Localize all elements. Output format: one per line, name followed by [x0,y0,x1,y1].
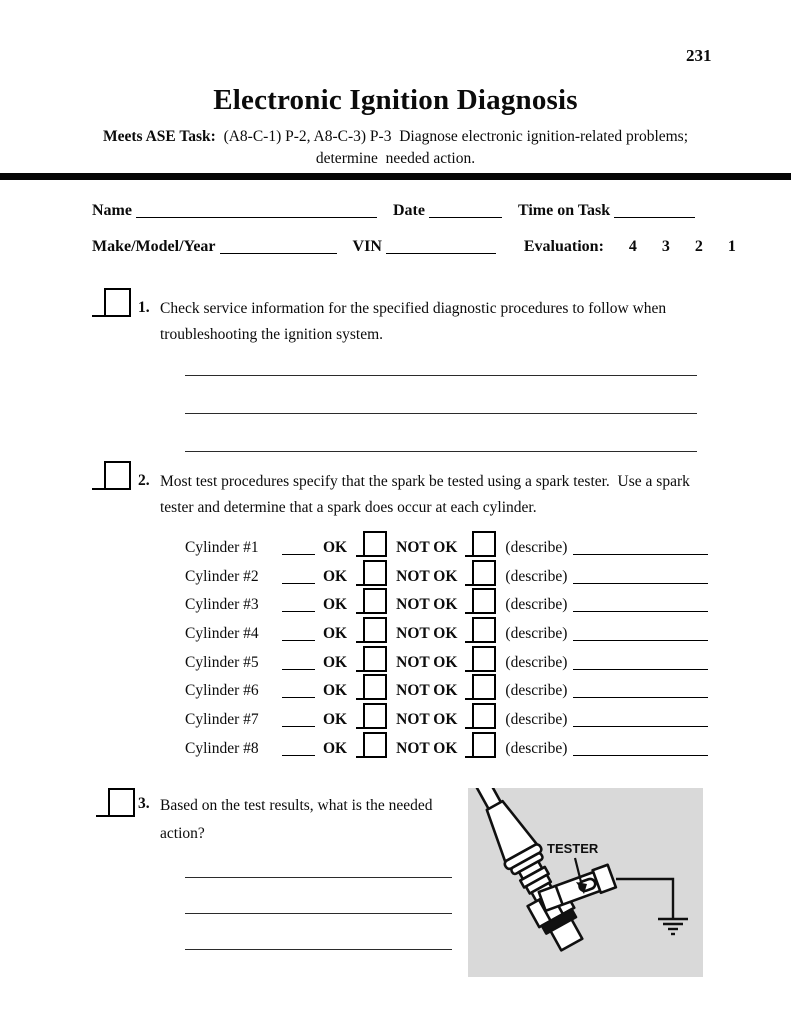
task1-answer-line-3[interactable] [185,451,697,452]
not-ok-label: NOT OK [396,682,458,700]
ok-label: OK [323,682,348,700]
describe-blank-line[interactable] [573,627,708,641]
cylinder-row-4 [185,617,708,646]
not-ok-checkbox[interactable] [465,703,496,729]
ok-checkbox[interactable] [356,732,387,758]
cylinder-row-8 [185,732,708,761]
not-ok-label: NOT OK [396,739,458,757]
cylinder-value-blank[interactable] [282,684,315,698]
describe-label: (describe) [505,739,568,757]
evaluation-score-1[interactable]: 1 [727,238,736,255]
describe-blank-line[interactable] [573,570,708,584]
time-on-task-blank-line[interactable] [614,204,695,218]
ase-task-line [0,128,791,146]
ok-checkbox[interactable] [356,560,387,586]
cylinder-label: Cylinder #7 [185,711,259,729]
cylinder-value-blank[interactable] [282,713,315,727]
not-ok-checkbox[interactable] [465,674,496,700]
ok-checkbox[interactable] [356,674,387,700]
cylinder-label: Cylinder #4 [185,625,259,643]
cylinder-label: Cylinder #3 [185,596,259,614]
task2-text [160,469,690,521]
checkbox-square [104,461,131,490]
task3-answer-line-1[interactable] [185,877,452,878]
not-ok-label: NOT OK [396,596,458,614]
name-label: Name [92,202,132,219]
evaluation-score-4[interactable]: 4 [628,238,637,255]
describe-blank-line[interactable] [573,742,708,756]
info-row-1 [92,202,695,220]
tester-label: TESTER [547,841,599,856]
not-ok-checkbox[interactable] [465,732,496,758]
evaluation-score-2[interactable]: 2 [694,238,703,255]
checkbox-square [363,732,387,758]
ok-label: OK [323,739,348,757]
ase-task-label: Meets ASE Task: [102,128,216,145]
task1-answer-line-1[interactable] [185,375,697,376]
checkbox-square [472,617,496,643]
spark-tester-figure [468,788,703,977]
evaluation-score-3[interactable]: 3 [661,238,670,255]
ok-label: OK [323,625,348,643]
task1-number: 1. [138,299,150,316]
cylinder-value-blank[interactable] [282,627,315,641]
cylinder-test-table [185,531,708,761]
describe-blank-line[interactable] [573,713,708,727]
cylinder-value-blank[interactable] [282,742,315,756]
describe-label: (describe) [505,711,568,729]
cylinder-value-blank[interactable] [282,656,315,670]
task2-text-line2: tester and determine that a spark does occur at each cylinder. [160,499,537,516]
task2-text-line1: Most test procedures specify that the spark be tested using a spark tester. Use a spark [160,473,690,490]
ok-checkbox[interactable] [356,617,387,643]
checkbox-square [472,674,496,700]
not-ok-label: NOT OK [396,567,458,585]
task3-text-line2: action? [160,825,205,842]
ase-task-line-2: determine needed action. [315,150,476,167]
ok-label: OK [323,711,348,729]
describe-blank-line[interactable] [573,684,708,698]
info-row-2 [92,238,736,256]
checkbox-square [472,703,496,729]
cylinder-label: Cylinder #2 [185,567,259,585]
ok-checkbox[interactable] [356,588,387,614]
not-ok-label: NOT OK [396,539,458,556]
cylinder-label: Cylinder #6 [185,682,259,700]
date-label: Date [392,202,425,219]
ase-task-text: (A8-C-1) P-2, A8-C-3) P-3 Diagnose electronic ignition-related problems; [215,128,689,145]
describe-label: (describe) [505,567,568,585]
cylinder-value-blank[interactable] [282,570,315,584]
task1-text-line1: Check service information for the specified diagnostic procedures to follow when [160,300,667,317]
page-title: Electronic Ignition Diagnosis [213,84,578,116]
cylinder-value-blank[interactable] [282,541,315,555]
evaluation-label: Evaluation: [523,238,604,255]
checkbox-square [108,788,135,817]
page-number: 231 [686,46,712,65]
checkbox-square [104,288,131,317]
checkbox-square [363,703,387,729]
describe-label: (describe) [505,596,568,614]
task3-checkbox[interactable] [96,789,135,817]
checkbox-square [472,732,496,758]
not-ok-label: NOT OK [396,711,458,729]
checkbox-square [472,531,496,557]
describe-label: (describe) [505,539,568,556]
task3-answer-line-3[interactable] [185,949,452,950]
checkbox-square [363,617,387,643]
checkbox-square [472,646,496,672]
checkbox-square [363,674,387,700]
not-ok-checkbox[interactable] [465,560,496,586]
not-ok-checkbox[interactable] [465,588,496,614]
not-ok-label: NOT OK [396,653,458,671]
not-ok-checkbox[interactable] [465,617,496,643]
cylinder-row-2 [185,560,708,589]
describe-label: (describe) [505,682,568,700]
cylinder-label: Cylinder #1 [185,539,259,556]
cylinder-label: Cylinder #8 [185,739,259,757]
divider-rule [0,173,791,180]
ok-checkbox[interactable] [356,646,387,672]
describe-blank-line[interactable] [573,598,708,612]
spark-plug-illustration [468,788,703,977]
ok-label: OK [323,653,348,671]
date-blank-line[interactable] [429,204,502,218]
task1-text-line2: troubleshooting the ignition system. [160,326,384,343]
describe-blank-line[interactable] [573,656,708,670]
name-blank-line[interactable] [136,204,377,218]
make-model-year-blank-line[interactable] [220,240,337,254]
task3-number: 3. [138,795,150,812]
task1-text [160,296,666,348]
cylinder-label: Cylinder #5 [185,653,259,671]
checkbox-square [472,588,496,614]
cylinder-row-5 [185,646,708,675]
task1-answer-line-2[interactable] [185,413,697,414]
task2-checkbox[interactable] [92,462,131,490]
time-on-task-label: Time on Task [517,202,611,219]
checkbox-square [363,531,387,557]
cylinder-row-6 [185,674,708,703]
ok-label: OK [323,596,348,614]
checkbox-square [363,560,387,586]
not-ok-checkbox[interactable] [465,646,496,672]
vin-blank-line[interactable] [386,240,496,254]
describe-label: (describe) [505,653,568,671]
describe-blank-line[interactable] [573,541,708,555]
task3-answer-line-2[interactable] [185,913,452,914]
task1-checkbox[interactable] [92,289,131,317]
not-ok-label: NOT OK [396,625,458,643]
ok-checkbox[interactable] [356,703,387,729]
describe-label: (describe) [505,625,568,643]
cylinder-row-7 [185,703,708,732]
ok-checkbox[interactable] [356,531,387,557]
checkbox-square [363,646,387,672]
cylinder-row-1 [185,531,708,560]
ok-label: OK [323,567,348,585]
not-ok-checkbox[interactable] [465,531,496,557]
checkbox-square [472,560,496,586]
make-model-year-label: Make/Model/Year [92,238,216,255]
task3-text [160,792,432,848]
cylinder-row-3 [185,588,708,617]
cylinder-value-blank[interactable] [282,598,315,612]
ok-label: OK [323,539,348,556]
task3-text-line1: Based on the test results, what is the needed [160,797,433,814]
task2-number: 2. [138,472,150,489]
vin-label: VIN [352,238,382,255]
checkbox-square [363,588,387,614]
